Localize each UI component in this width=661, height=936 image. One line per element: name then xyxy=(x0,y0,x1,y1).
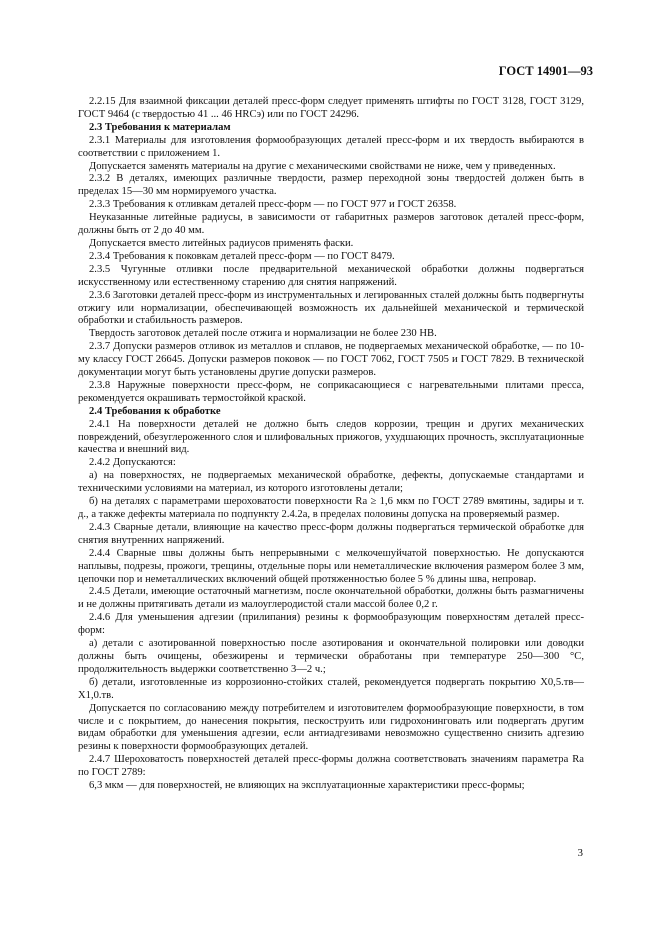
section-heading: 2.3 Требования к материалам xyxy=(89,121,231,133)
page-number: 3 xyxy=(577,847,583,859)
paragraph: 2.4.4 Сварные швы должны быть непрерывными с мелкочешуйчатой поверхностью. Не допускаются наплывы, подрезы, прожоги, трещины, отдельные поры или неметаллические включения размером более 3 мм, цепочки пор и неметаллических включений общей протяженностью более 5 % длины шва, непровар. xyxy=(78,547,584,585)
paragraph: а) на поверхностях, не подвергаемых механической обработке, дефекты, допускаемые стандартами и техническими условиями на материал, из которого изготовлены детали; xyxy=(78,470,584,495)
document-body xyxy=(78,96,584,793)
paragraph: 2.4.6 Для уменьшения адгезии (прилипания) резины к формообразующим поверхностям деталей пресс-форм: xyxy=(78,612,584,637)
section-heading: 2.4 Требования к обработке xyxy=(89,405,221,417)
paragraph: 2.4.7 Шероховатость поверхностей деталей пресс-формы должна соответствовать значениям параметра Ra по ГОСТ 2789: xyxy=(78,754,584,779)
paragraph: 2.4.1 На поверхности деталей не должно быть следов коррозии, трещин и других механических повреждений, обезуглероженного слоя и шлифовальных прижогов, ухудшающих прочность, эксплуатационные качества и внешний вид. xyxy=(78,418,584,456)
paragraph: 2.3.8 Наружные поверхности пресс-форм, не соприкасающиеся с нагревательными плитами пресса, рекомендуется окрашивать термостойкой краской. xyxy=(78,379,584,404)
paragraph: 2.3.2 В деталях, имеющих различные твердости, размер переходной зоны твердостей должен быть в пределах 15—30 мм нормируемого участка. xyxy=(78,173,584,198)
paragraph: 2.3.1 Материалы для изготовления формообразующих деталей пресс-форм и их твердость выбираются в соответствии с приложением 1. xyxy=(78,134,584,159)
paragraph: 6,3 мкм — для поверхностей, не влияющих на эксплуатационные характеристики пресс-формы; xyxy=(89,780,525,792)
paragraph: 2.2.15 Для взаимной фиксации деталей пресс-форм следует применять штифты по ГОСТ 3128, ГОСТ 3129, ГОСТ 9464 (с твердостью 41 ... 46 HRCэ) или по ГОСТ 24296. xyxy=(78,96,584,120)
paragraph: 2.3.4 Требования к поковкам деталей пресс-форм — по ГОСТ 8479. xyxy=(89,250,395,262)
paragraph: 2.3.6 Заготовки деталей пресс-форм из инструментальных и легированных сталей должны быть подвергнуты отжигу или нормализации, обеспечивающей возможность их дальнейшей механической и термической обработки и стабильность размеров. xyxy=(78,289,584,327)
paragraph: 2.3.5 Чугунные отливки после предварительной механической обработки должны подвергаться искусственному или естественному старению для снятия напряжений. xyxy=(78,263,584,288)
paragraph: 2.4.5 Детали, имеющие остаточный магнетизм, после окончательной обработки, должны быть размагничены и не должны притягивать детали из малоуглеродистой стали массой более 0,2 г. xyxy=(78,586,584,611)
paragraph: б) на деталях с параметрами шероховатости поверхности Ra ≥ 1,6 мкм по ГОСТ 2789 вмятины, задиры и т. д., а также дефекты материала по подпункту 2.4.2а, в пределах половины допуска на проверяемый размер. xyxy=(78,496,584,520)
paragraph: 2.4.3 Сварные детали, влияющие на качество пресс-форм должны подвергаться термической обработке для снятия внутренних напряжений. xyxy=(78,521,584,546)
paragraph: 2.3.3 Требования к отливкам деталей пресс-форм — по ГОСТ 977 и ГОСТ 26358. xyxy=(89,199,457,211)
paragraph: а) детали с азотированной поверхностью после азотирования и окончательной полировки или доводки должны быть очищены, обезжирены и термически обработаны при температуре 250—300 °С, продолжительность выдержки соответственно 3—2 ч.; xyxy=(78,638,584,675)
paragraph: Неуказанные литейные радиусы, в зависимости от габаритных размеров заготовок деталей пресс-форм, должны быть от 2 до 40 мм. xyxy=(78,212,584,237)
paragraph: Допускается вместо литейных радиусов применять фаски. xyxy=(89,237,354,249)
paragraph: Твердость заготовок деталей после отжига и нормализации не более 230 НВ. xyxy=(89,328,437,340)
paragraph: Допускается заменять материалы на другие с механическими свойствами не ниже, чем у приведенных. xyxy=(89,160,556,172)
paragraph: 2.4.2 Допускаются: xyxy=(89,457,176,469)
paragraph: 2.3.7 Допуски размеров отливок из металлов и сплавов, не подвергаемых механической обработке, — по 10-му классу ГОСТ 26645. Допуски размеров поковок — по ГОСТ 7062, ГОСТ 7505 и ГОСТ 7829. В технической документации могут быть установлены другие допуски размеров. xyxy=(78,341,584,379)
paragraph: Допускается по согласованию между потребителем и изготовителем формообразующие поверхности, в том числе и с покрытием, до нанесения покрытия, пескоструить или гидрохонинговать или подвергать другим видам обработки для уменьшения адгезии, если антиадгезивами невозможно существенно снизить адгезию резины к поверхности формообразующих деталей. xyxy=(78,702,584,753)
document-header: ГОСТ 14901—93 xyxy=(498,64,593,78)
paragraph: б) детали, изготовленные из коррозионно-стойких сталей, рекомендуется подвергать покрытию Х0,5.тв—Х1,0.тв. xyxy=(78,676,584,701)
